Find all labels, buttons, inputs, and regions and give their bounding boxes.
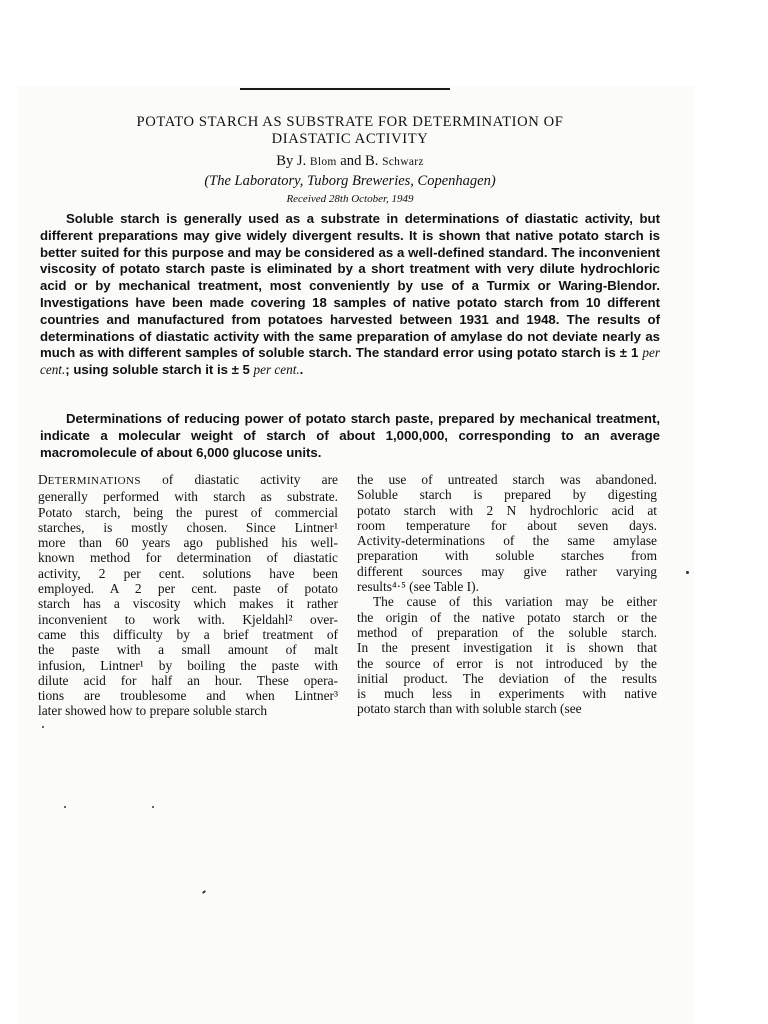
body-line: more than 60 years ago published his well- — [38, 535, 338, 551]
body-line: the origin of the native potato starch or the — [357, 609, 657, 625]
body-line: different sources may give rather varying — [357, 563, 657, 579]
header-rule — [240, 88, 450, 90]
body-line: is much less in experiments with native — [357, 686, 657, 702]
body-line: inconvenient to work with. Kjeldahl² over- — [38, 611, 338, 627]
article-title — [40, 114, 660, 148]
body-line: potato starch with 2 N hydrochloric acid at — [357, 502, 657, 518]
body-line: initial product. The deviation of the results — [357, 670, 657, 686]
body-line: the use of untreated starch was abandoned. — [357, 472, 657, 487]
body-line: DETERMINATIONS of diastatic activity are — [38, 472, 338, 487]
byline — [40, 153, 660, 170]
body-line: tions are troublesome and when Lintner³ — [38, 688, 338, 704]
abstract-p1-text: Soluble starch is generally used as a substrate in determinations of diastatic activity, but different preparations may give widely divergent results. It is shown that native potato starch is better suited for this purpose and may be considered as a well-defined standard. The inconvenient viscosity of potato starch paste is eliminated by a short treatment with very dilute hydrochloric acid or by mechanical treatment, most conveniently by use of a Turmix or Waring-Blendor. Investigations have been made covering 18 samples of native potato starch from 10 different countries and manufactured from potatoes harvested between 1931 and 1948. The results of determinations of diastatic activity with the same preparation of amylase do not deviate nearly as much as with different samples of soluble starch. The standard error using potato starch is ± 1 — [40, 211, 660, 361]
title-line-2: DIASTATIC ACTIVITY — [271, 131, 429, 147]
abstract-paragraph-2 — [40, 411, 660, 461]
body-column-right — [357, 472, 657, 717]
received-date — [40, 193, 660, 205]
byline-and: and B. — [336, 153, 383, 169]
received-label: Received — [286, 193, 327, 205]
body-line: dilute acid for half an hour. These opera- — [38, 672, 338, 688]
abstract-p1-unit: per cent. — [40, 345, 660, 378]
body-line: came this difficulty by a brief treatment of — [38, 626, 338, 642]
body-line: generally performed with starch as substrate. — [38, 489, 338, 505]
author-2: Schwarz — [382, 156, 424, 168]
scan-speck — [686, 571, 689, 574]
body-line: Soluble starch is prepared by digesting — [357, 487, 657, 503]
title-line-1: POTATO STARCH AS SUBSTRATE FOR DETERMINATION OF — [136, 114, 564, 130]
body-line: employed. A 2 per cent. paste of potato — [38, 581, 338, 597]
body-line: starch has a viscosity which makes it rather — [38, 596, 338, 612]
body-line: known method for determination of diastatic — [38, 550, 338, 566]
body-line: room temperature for about seven days. — [357, 517, 657, 533]
body-line: later showed how to prepare soluble starch — [38, 703, 268, 719]
abstract-p2-text: Determinations of reducing power of potato starch paste, prepared by mechanical treatment, indicate a molecular weight of starch of about 1,000,000, corresponding to an average macromolecule of about 6,000 glucose units. — [40, 411, 660, 460]
abstract-p1-end: . — [299, 362, 304, 378]
body-line: In the present investigation it is shown that — [357, 640, 657, 656]
body-line: infusion, Lintner¹ by boiling the paste with — [38, 657, 338, 673]
affiliation: (The Laboratory, Tuborg Breweries, Copenhagen) — [204, 173, 496, 189]
abstract-p1-unit-2: per cent. — [253, 362, 300, 378]
abstract-paragraph-1 — [40, 211, 660, 379]
body-column-left — [38, 472, 338, 719]
scan-speck — [152, 806, 154, 808]
body-line: starches, is mostly chosen. Since Lintner¹ — [38, 519, 338, 535]
body-line: activity, 2 per cent. solutions have been — [38, 565, 338, 581]
body-line: the paste with a small amount of malt — [38, 642, 338, 658]
scan-speck — [42, 726, 44, 728]
scan-speck — [64, 806, 66, 808]
body-line: method of preparation of the soluble starch. — [357, 624, 657, 640]
author-1: Blom — [309, 156, 337, 168]
abstract-p1-mid: ; using soluble starch it is ± 5 — [65, 362, 254, 378]
received-date-text: 28th October, 1949 — [328, 193, 414, 205]
body-line: The cause of this variation may be either — [373, 594, 657, 610]
body-line: Activity-determinations of the same amylase — [357, 533, 657, 549]
body-line: results⁴·⁵ (see Table I). — [357, 579, 479, 595]
body-line: potato starch than with soluble starch (see — [357, 701, 582, 717]
body-line: the source of error is not introduced by the — [357, 655, 657, 671]
body-line: Potato starch, being the purest of commercial — [38, 504, 338, 520]
body-line: preparation with soluble starches from — [357, 548, 657, 564]
byline-by: By J. — [276, 153, 310, 169]
